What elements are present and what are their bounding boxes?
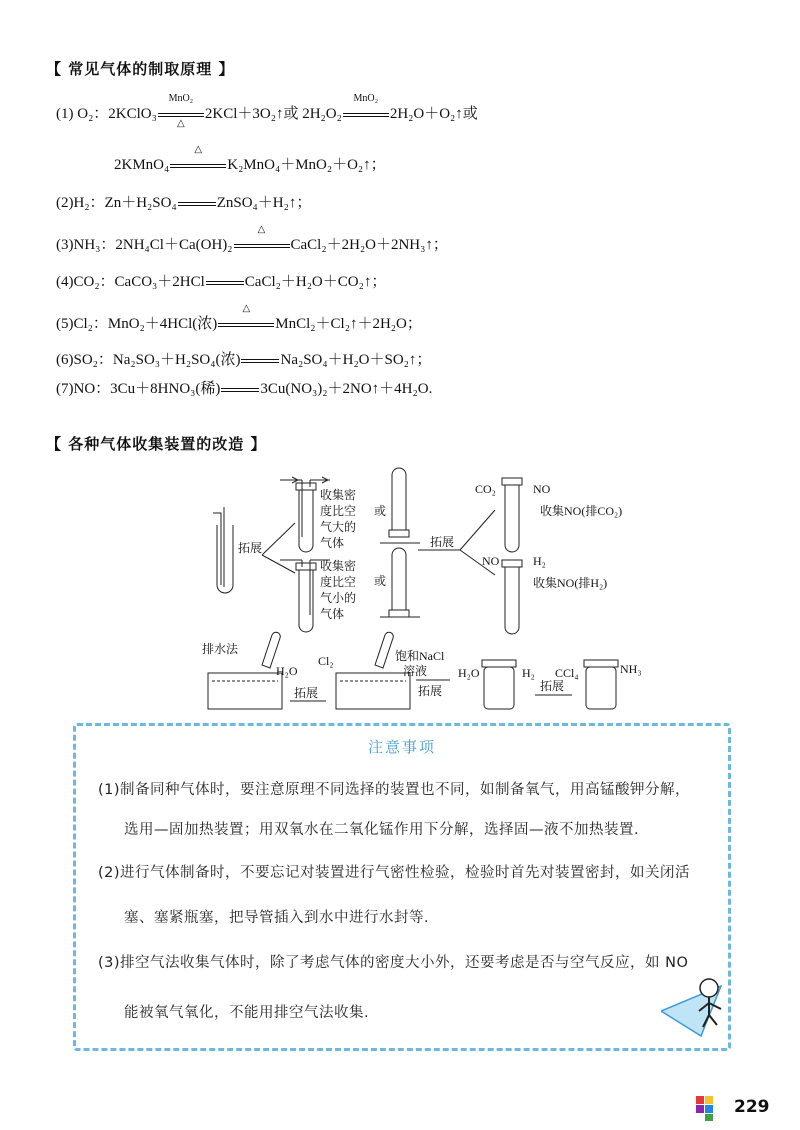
equation-co2: (4)CO₂：CaCO₃＋2HCl CaCl₂＋H₂O＋CO₂↑； — [56, 274, 387, 290]
svg-text:拓展: 拓展 — [430, 535, 455, 549]
svg-text:气体: 气体 — [320, 607, 345, 621]
svg-text:H₂: H₂ — [522, 666, 535, 680]
svg-text:或: 或 — [374, 504, 387, 518]
svg-text:H₂: H₂ — [533, 554, 546, 568]
svg-text:溶液: 溶液 — [403, 664, 428, 678]
eq-o2-right: 2H₂O＋O₂↑或 — [389, 106, 478, 122]
note-line: 塞、塞紧瓶塞，把导管插入到水中进行水封等. — [124, 910, 430, 926]
svg-text:气大的: 气大的 — [320, 520, 357, 534]
note-line: (2)进行气体制备时，不要忘记对装置进行气密性检验，检验时首先对装置密封，如关闭活 — [98, 865, 691, 881]
svg-text:饱和NaCl: 饱和NaCl — [395, 649, 445, 663]
reaction-sign: △ — [170, 157, 226, 174]
svg-text:度比空: 度比空 — [320, 575, 357, 589]
equation-nh3: (3)NH₃：2NH₄Cl＋Ca(OH)₂ △ CaCl₂＋2H₂O＋2NH₃↑； — [56, 224, 448, 253]
svg-text:度比空: 度比空 — [320, 504, 357, 518]
equation-o2-kmno4: 2KMnO₄ △ K₂MnO₄＋MnO₂＋O₂↑； — [114, 144, 386, 173]
equation-so2: (6)SO₂：Na₂SO₃＋H₂SO₄(浓) Na₂SO₄＋H₂O＋SO₂↑； — [56, 352, 432, 368]
section-title-collection-devices: 【 各种气体收集装置的改造 】 — [46, 435, 267, 453]
apparatus-diagram — [0, 455, 800, 720]
reaction-sign: MnO₂ △ — [158, 106, 204, 123]
svg-text:气小的: 气小的 — [320, 591, 357, 605]
svg-text:H₂O: H₂O — [458, 666, 480, 680]
svg-text:拓展: 拓展 — [294, 686, 319, 700]
equation-o2 — [56, 93, 478, 129]
svg-text:拓展: 拓展 — [540, 679, 565, 693]
svg-text:CO₂: CO₂ — [475, 482, 496, 496]
svg-text:或: 或 — [374, 574, 387, 588]
svg-text:气体: 气体 — [320, 536, 345, 550]
note-line: (3)排空气法收集气体时，除了考虑气体的密度大小外，还要考虑是否与空气反应，如 NO — [98, 955, 689, 971]
svg-text:收集密: 收集密 — [320, 488, 357, 502]
section-title-gas-preparation: 【 常见气体的制取原理 】 — [46, 60, 235, 78]
svg-text:收集密: 收集密 — [320, 559, 357, 573]
note-line: 能被氧气氧化，不能用排空气法收集. — [124, 1005, 370, 1021]
note-line: (1)制备同种气体时，要注意原理不同选择的装置也不同，如制备氧气，用高锰酸钾分解， — [98, 782, 691, 798]
notes-box — [73, 723, 731, 1051]
note-line: 选用—固加热装置；用双氧水在二氧化锰作用下分解，选择固—液不加热装置. — [124, 822, 640, 838]
svg-text:拓展: 拓展 — [418, 684, 443, 698]
page-number: 229 — [734, 1097, 770, 1117]
page-logo-icon — [694, 1094, 724, 1122]
equation-no: (7)NO：3Cu＋8HNO₃(稀) 3Cu(NO₃)₂＋2NO↑＋4H₂O. — [56, 381, 433, 397]
svg-text:收集NO(排CO₂): 收集NO(排CO₂) — [540, 504, 623, 518]
eq-o2-mid: 2KCl＋3O₂↑或 2H₂O₂ — [204, 106, 342, 122]
svg-text:NH₃: NH₃ — [620, 662, 642, 676]
svg-text:收集NO(排H₂): 收集NO(排H₂) — [533, 576, 608, 590]
svg-text:排水法: 排水法 — [202, 642, 239, 656]
reaction-sign: MnO₂ — [343, 106, 389, 123]
eq-o2-left: (1) O₂：2KClO₃ — [56, 106, 157, 122]
svg-text:NO: NO — [482, 554, 500, 568]
svg-text:CCl₄: CCl₄ — [555, 666, 579, 680]
notes-title: 注意事项 — [367, 738, 436, 756]
test-tube-icon — [213, 507, 233, 593]
svg-text:NO: NO — [533, 482, 551, 496]
svg-text:Cl₂: Cl₂ — [318, 654, 334, 668]
equation-h2: (2)H₂：Zn＋H₂SO₄ ZnSO₄＋H₂↑； — [56, 195, 312, 211]
equation-cl2: (5)Cl₂：MnO₂＋4HCl(浓) △ MnCl₂＋Cl₂↑＋2H₂O； — [56, 303, 422, 332]
label-expand: 拓展 — [238, 541, 263, 555]
svg-text:H₂O: H₂O — [276, 664, 298, 678]
paper-plane-mascot-icon — [661, 976, 731, 1046]
